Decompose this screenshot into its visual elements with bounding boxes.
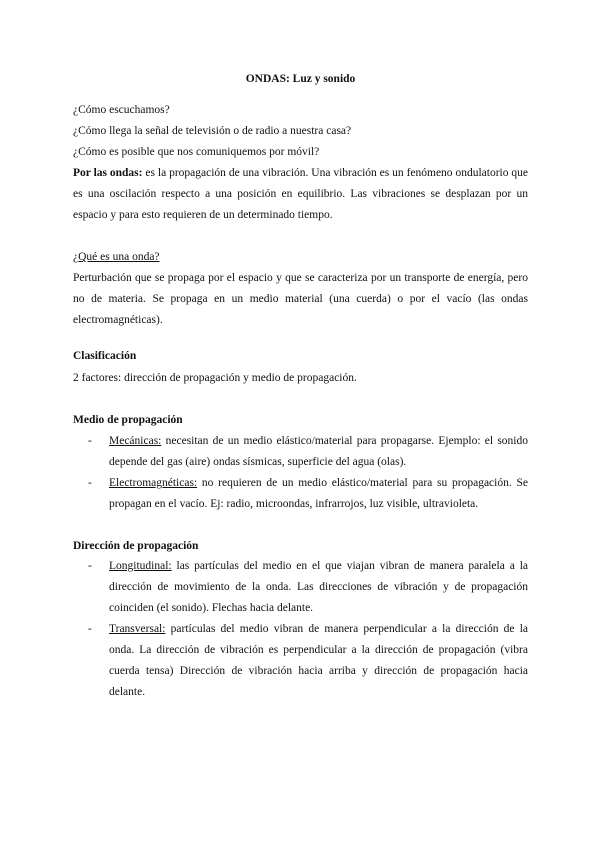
que-es-heading: ¿Qué es una onda? [73, 251, 160, 263]
medio-item-text: necesitan de un medio elástico/material para propagarse. Ejemplo: el sonido depende del gas (aire) ondas sísmicas, superficie del agua (olas). [109, 435, 528, 468]
question-1: ¿Cómo escuchamos? [73, 104, 170, 116]
clasificacion-text: 2 factores: dirección de propagación y medio de propagación. [73, 372, 357, 384]
direccion-item-text: las partículas del medio en el que viajan vibran de manera paralela a la dirección de movimiento de la onda. Las direcciones de vibración y de propagación coinciden (el sonido). Flechas hacia delante. [109, 560, 528, 614]
direccion-item-term: Longitudinal: [109, 560, 172, 572]
medio-item-electromagneticas [73, 473, 528, 515]
bullet-dash: - [88, 435, 92, 447]
ondas-intro-text: es la propagación de una vibración. Una vibración es un fenómeno ondulatorio que es una oscilación respecto a una posición en equilibrio. Las vibraciones se desplazan por un espacio y para esto requieren de un determinado tiempo. [73, 167, 528, 221]
direccion-heading: Dirección de propagación [73, 540, 199, 552]
direccion-item-text: partículas del medio vibran de manera perpendicular a la dirección de la onda. La dirección de vibración es perpendicular a la dirección de propagación (vibra cuerda tensa) Dirección de vibración hacia arriba y dirección de propagación hacia delante. [109, 623, 528, 698]
clasificacion-heading: Clasificación [73, 350, 137, 362]
direccion-item-transversal [73, 619, 528, 703]
bullet-dash: - [88, 623, 92, 635]
direccion-item-longitudinal [73, 556, 528, 619]
direccion-item-term: Transversal: [109, 623, 166, 635]
que-es-paragraph: Perturbación que se propaga por el espacio y que se caracteriza por un transporte de energía, pero no de materia. Se propaga en un medio material (una cuerda) o por el vacío (las ondas electromagnéticas). [73, 272, 528, 326]
medio-item-term: Electromagnéticas: [109, 477, 198, 489]
medio-heading: Medio de propagación [73, 414, 183, 426]
medio-item-term: Mecánicas: [109, 435, 162, 447]
ondas-intro-paragraph [73, 163, 528, 226]
medio-item-mecanicas [73, 431, 528, 473]
medio-item-text: no requieren de un medio elástico/material para su propagación. Se propagan en el vacío. Ej: radio, microondas, infrarrojos, luz visible, ultravioleta. [109, 477, 528, 510]
question-2: ¿Cómo llega la señal de televisión o de radio a nuestra casa? [73, 125, 352, 137]
document-title: ONDAS: Luz y sonido [245, 73, 356, 85]
bullet-dash: - [88, 560, 92, 572]
bullet-dash: - [88, 477, 92, 489]
ondas-intro-term: Por las ondas: [73, 167, 143, 179]
question-3: ¿Cómo es posible que nos comuniquemos por móvil? [73, 146, 320, 158]
